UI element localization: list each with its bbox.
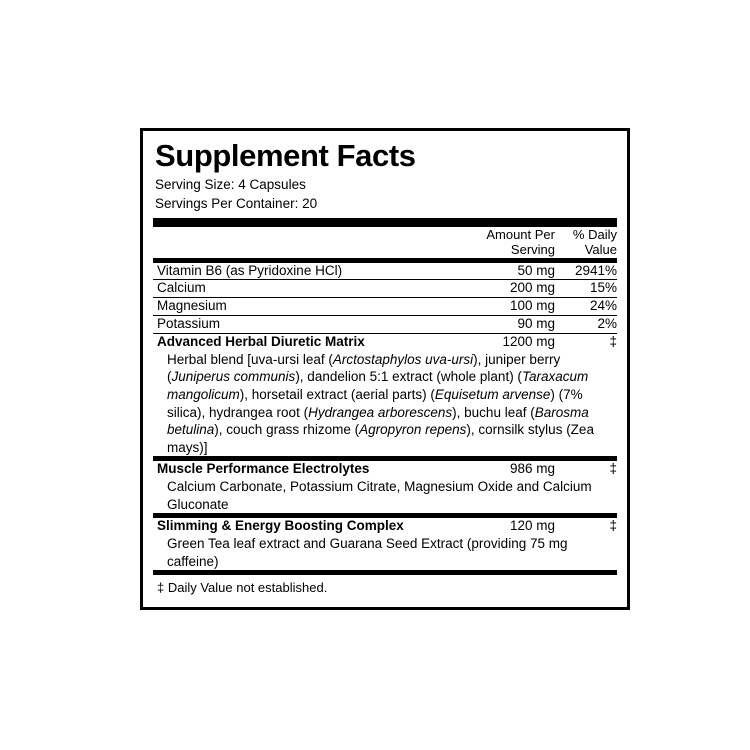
blend-description: Green Tea leaf extract and Guarana Seed Extract (providing 75 mg caffeine): [167, 536, 568, 569]
table-row: [153, 316, 617, 333]
blend-amount: 1200 mg: [502, 334, 555, 350]
serving-size-line: Serving Size: 4 Capsules: [155, 177, 306, 193]
servings-per-container-line: Servings Per Container: 20: [155, 195, 318, 211]
blend-description-row: [153, 478, 617, 513]
nutrient-name: Potassium: [157, 316, 221, 332]
blend-name: Advanced Herbal Diuretic Matrix: [157, 334, 365, 350]
blend-description-row: [153, 351, 617, 456]
table-row: [153, 298, 617, 315]
facts-table: [153, 227, 617, 570]
nutrient-daily-value: 24%: [589, 298, 617, 314]
table-row: [153, 263, 617, 280]
blend-amount: 986 mg: [509, 461, 555, 477]
blend-description-row: [153, 535, 617, 570]
page-title: Supplement Facts: [155, 138, 416, 173]
blend-header-row: [153, 461, 617, 478]
blend-description: Calcium Carbonate, Potassium Citrate, Magnesium Oxide and Calcium Gluconate: [167, 479, 592, 512]
blend-daily-value: ‡: [609, 461, 617, 477]
nutrient-amount: 100 mg: [509, 298, 555, 314]
table-header-row: [153, 227, 617, 258]
blend-amount: 120 mg: [509, 518, 555, 534]
nutrient-name: Calcium: [157, 280, 206, 296]
blend-header-row: [153, 334, 617, 351]
header-amount-line1: Amount Per: [486, 226, 555, 242]
nutrient-rows-group: [153, 263, 617, 335]
nutrient-amount: 90 mg: [517, 316, 555, 332]
table-row: [153, 280, 617, 297]
footnote-text: ‡ Daily Value not established.: [157, 580, 328, 596]
nutrient-name: Vitamin B6 (as Pyridoxine HCl): [157, 262, 343, 278]
blend-header-row: [153, 518, 617, 535]
header-amount-cell: [463, 227, 555, 258]
blend-daily-value: ‡: [609, 518, 617, 534]
nutrient-daily-value: 2941%: [574, 262, 617, 278]
header-amount-line2: Serving: [510, 242, 555, 258]
nutrient-amount: 50 mg: [517, 262, 555, 278]
nutrient-daily-value: 2%: [597, 316, 617, 332]
header-dv-line2: Value: [584, 242, 617, 258]
thick-divider: [153, 218, 617, 227]
blend-rows-group: [153, 334, 617, 570]
blend-daily-value: ‡: [609, 334, 617, 350]
blend-name: Slimming & Energy Boosting Complex: [157, 518, 404, 534]
blend-description: Herbal blend [uva-ursi leaf (Arctostaphylos uva-ursi), juniper berry (Juniperus communis), dandelion 5:1 extract (whole plant) (Taraxacum mangolicum), horsetail extract (aerial parts) (Equisetum arvense) (7% silica), hydrangea root (Hydrangea arborescens), buchu leaf (Barosma betulina), couch grass rhizome (Agropyron repens), cornsilk stylus (Zea mays)]: [167, 351, 594, 455]
nutrient-amount: 200 mg: [509, 280, 555, 296]
header-blank-cell: [153, 227, 463, 258]
header-dv-line1: % Daily: [572, 226, 617, 242]
header-dv-cell: [555, 227, 617, 258]
nutrient-daily-value: 15%: [589, 280, 617, 296]
supplement-facts-panel: [140, 128, 630, 610]
blend-name: Muscle Performance Electrolytes: [157, 461, 370, 477]
nutrient-name: Magnesium: [157, 298, 227, 314]
